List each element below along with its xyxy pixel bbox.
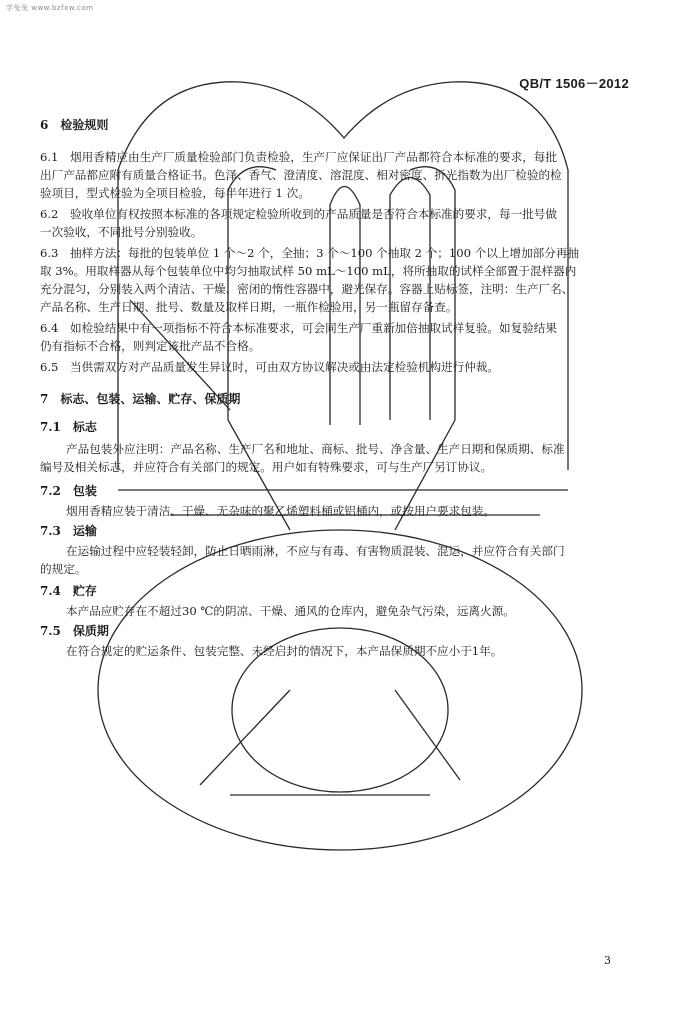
clause-6-3-line-3: 充分混匀，分别装入两个清洁、干燥、密闭的惰性容器中，避光保存。容器上贴标签，注明：生产厂名、 (40, 282, 574, 296)
clause-7-1-line-1: 产品包装外应注明：产品名称、生产厂名和地址、商标、批号、净含量、生产日期和保质期、标准 (66, 442, 565, 456)
clause-6-1-line-1: 6.1 烟用香精应由生产厂质量检验部门负责检验，生产厂应保证出厂产品都符合本标准的要求，每批 (40, 150, 557, 164)
clause-7-3-line-1: 在运输过程中应轻装轻卸，防止日晒雨淋，不应与有毒、有害物质混装、混运，并应符合有关部门 (66, 544, 565, 558)
clause-6-3-line-2: 取 3%。用取样器从每个包装单位中均匀抽取试样 50 mL～100 mL，将所抽取的试样全部置于混样器内 (40, 264, 577, 278)
watermark-text: 学兔兔 www.bzfxw.com (6, 4, 94, 12)
clause-7-1-line-2: 编号及相关标志，并应符合有关部门的规定。用户如有特殊要求，可与生产厂另订协议。 (40, 460, 493, 474)
clause-7-2-line-1: 烟用香精应装于清洁、干燥、无杂味的聚乙烯塑料桶或铝桶内，或按用户要求包装。 (66, 504, 495, 518)
clause-6-1-line-2: 出厂产品都应附有质量合格证书。色泽、香气、澄清度、溶混度、相对密度、折光指数为出厂检验的检 (40, 168, 562, 182)
standard-number: QB/T 1506－2012 (519, 76, 629, 91)
clause-7-4-line-1: 本产品应贮存在不超过30 ℃的阴凉、干燥、通风的仓库内，避免杂气污染，远离火源。 (66, 604, 515, 618)
ring-chord-right (395, 690, 460, 780)
clause-7-5-title: 7.5 保质期 (40, 624, 109, 638)
clause-6-3-line-4: 产品名称、生产日期、批号、数量及取样日期，一瓶作检验用，另一瓶留存备查。 (40, 300, 458, 314)
clause-6-1-line-3: 验项目，型式检验为全项目检验，每半年进行 1 次。 (40, 186, 310, 200)
section-6-title: 6 检验规则 (40, 118, 109, 132)
clause-6-4-line-2: 仍有指标不合格，则判定该批产品不合格。 (40, 339, 261, 353)
clause-7-3-line-2: 的规定。 (40, 562, 87, 576)
clause-7-3-title: 7.3 运输 (40, 524, 97, 538)
outer-ring (98, 530, 582, 850)
section-7-title: 7 标志、包装、运输、贮存、保质期 (40, 392, 241, 406)
clause-6-3-line-1: 6.3 抽样方法：每批的包装单位 1 个～2 个，全抽；3 个～100 个抽取 2 个；100 个以上增加部分再抽 (40, 246, 580, 260)
clause-7-5-line-1: 在符合规定的贮运条件、包装完整、未经启封的情况下，本产品保质期不应小于1年。 (66, 644, 503, 658)
clause-6-5: 6.5 当供需双方对产品质量发生异议时，可由双方协议解决或由法定检验机构进行仲裁。 (40, 360, 500, 374)
ring-chord-left (200, 690, 290, 785)
clause-7-2-title: 7.2 包装 (40, 484, 97, 498)
clause-7-1-title: 7.1 标志 (40, 420, 97, 434)
page-number: 3 (604, 954, 611, 967)
clause-6-2-line-1: 6.2 验收单位有权按照本标准的各项规定检验所收到的产品质量是否符合本标准的要求，每一批号做 (40, 207, 557, 221)
clause-6-2-line-2: 一次验收，不同批号分别验收。 (40, 225, 203, 239)
clause-7-4-title: 7.4 贮存 (40, 584, 97, 598)
clause-6-4-line-1: 6.4 如检验结果中有一项指标不符合本标准要求，可会同生产厂重新加倍抽取试样复验。如复验结果 (40, 321, 557, 335)
